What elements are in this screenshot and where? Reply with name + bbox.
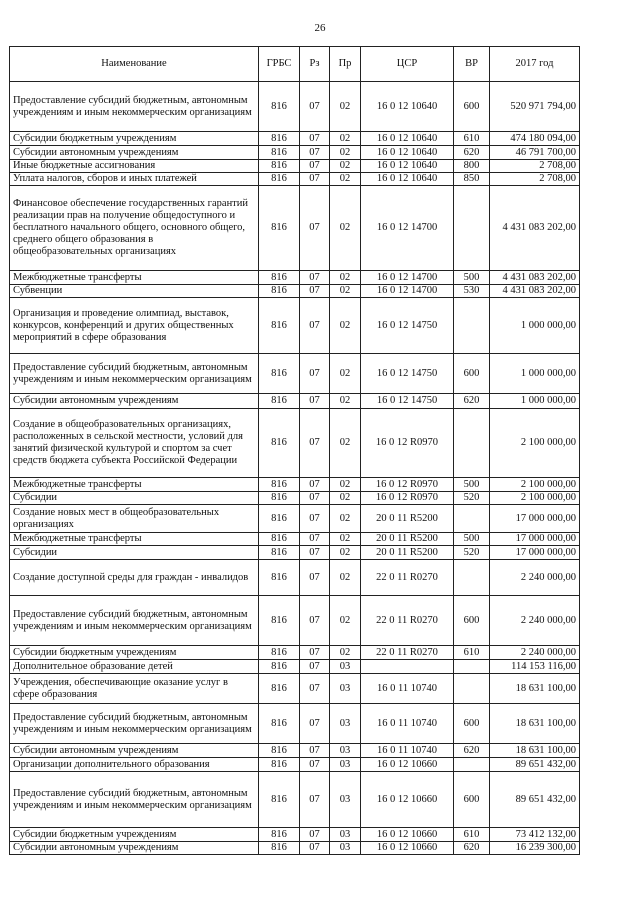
cell-csr: 20 0 11 R5200 [361,546,454,560]
cell-amount: 2 708,00 [490,173,580,186]
cell-name: Создание в общеобразовательных организациях, расположенных в сельской местности, условий для занятий физической культурой и спортом за счет средств бюджета субъекта Российской Федерации [10,409,259,478]
cell-name: Субсидии автономным учреждениям [10,842,259,855]
header-vr: ВР [454,47,490,82]
cell-csr: 16 0 11 10740 [361,704,454,744]
cell-rz: 07 [300,533,330,546]
cell-vr: 610 [454,132,490,146]
cell-name: Учреждения, обеспечивающие оказание услуг в сфере образования [10,674,259,704]
header-rz: Рз [300,47,330,82]
cell-name: Субсидии автономным учреждениям [10,146,259,160]
cell-name: Иные бюджетные ассигнования [10,160,259,173]
table-row [10,660,580,674]
table-row [10,394,580,409]
cell-vr: 600 [454,596,490,646]
cell-rz: 07 [300,546,330,560]
cell-rz: 07 [300,271,330,285]
cell-vr: 620 [454,394,490,409]
header-name: Наименование [10,47,259,82]
cell-grbs: 816 [259,173,300,186]
cell-csr: 20 0 11 R5200 [361,533,454,546]
cell-csr: 16 0 12 R0970 [361,492,454,505]
cell-rz: 07 [300,560,330,596]
cell-name: Создание новых мест в общеобразовательных организациях [10,505,259,533]
cell-vr: 610 [454,828,490,842]
cell-amount: 2 708,00 [490,160,580,173]
cell-pr: 03 [330,674,361,704]
cell-grbs: 816 [259,660,300,674]
header-csr: ЦСР [361,47,454,82]
table-row [10,758,580,772]
cell-amount: 4 431 083 202,00 [490,271,580,285]
table-row [10,160,580,173]
cell-name: Субвенции [10,285,259,298]
cell-grbs: 816 [259,505,300,533]
cell-amount: 89 651 432,00 [490,758,580,772]
cell-grbs: 816 [259,409,300,478]
table-row [10,828,580,842]
cell-grbs: 816 [259,478,300,492]
cell-name: Субсидии автономным учреждениям [10,744,259,758]
cell-grbs: 816 [259,492,300,505]
table-row [10,285,580,298]
cell-amount: 2 240 000,00 [490,596,580,646]
cell-grbs: 816 [259,596,300,646]
cell-csr: 16 0 12 10640 [361,132,454,146]
cell-pr: 02 [330,146,361,160]
table-header-row [10,47,580,82]
cell-pr: 02 [330,505,361,533]
cell-amount: 4 431 083 202,00 [490,186,580,271]
cell-rz: 07 [300,132,330,146]
cell-csr: 16 0 12 10660 [361,758,454,772]
table-row [10,546,580,560]
cell-rz: 07 [300,505,330,533]
cell-name: Предоставление субсидий бюджетным, автономным учреждениям и иным некоммерческим организациям [10,704,259,744]
header-year: 2017 год [490,47,580,82]
cell-amount: 520 971 794,00 [490,82,580,132]
table-row [10,82,580,132]
cell-name: Предоставление субсидий бюджетным, автономным учреждениям и иным некоммерческим организациям [10,354,259,394]
cell-csr: 16 0 12 R0970 [361,409,454,478]
cell-grbs: 816 [259,298,300,354]
cell-name: Субсидии [10,546,259,560]
cell-amount: 18 631 100,00 [490,674,580,704]
cell-rz: 07 [300,674,330,704]
cell-name: Организация и проведение олимпиад, выставок, конкурсов, конференций и других общественных мероприятий в сфере образования [10,298,259,354]
cell-rz: 07 [300,492,330,505]
cell-rz: 07 [300,772,330,828]
cell-rz: 07 [300,660,330,674]
cell-vr [454,186,490,271]
cell-pr: 02 [330,492,361,505]
cell-csr: 22 0 11 R0270 [361,596,454,646]
cell-csr: 16 0 12 14750 [361,394,454,409]
cell-grbs: 816 [259,674,300,704]
cell-vr: 530 [454,285,490,298]
table-row [10,646,580,660]
cell-pr: 02 [330,298,361,354]
cell-name: Субсидии [10,492,259,505]
cell-grbs: 816 [259,842,300,855]
cell-grbs: 816 [259,646,300,660]
cell-grbs: 816 [259,546,300,560]
cell-pr: 03 [330,758,361,772]
cell-csr: 16 0 12 14700 [361,271,454,285]
cell-rz: 07 [300,186,330,271]
cell-name: Финансовое обеспечение государственных гарантий реализации прав на получение общедоступного и бесплатного начального общего, основного общего, среднего общего образования в общеобразовательных организациях [10,186,259,271]
cell-amount: 46 791 700,00 [490,146,580,160]
cell-rz: 07 [300,394,330,409]
cell-amount: 17 000 000,00 [490,546,580,560]
cell-pr: 03 [330,660,361,674]
cell-amount: 114 153 116,00 [490,660,580,674]
cell-name: Межбюджетные трансферты [10,478,259,492]
table-row [10,271,580,285]
cell-name: Субсидии бюджетным учреждениям [10,828,259,842]
cell-rz: 07 [300,173,330,186]
cell-rz: 07 [300,596,330,646]
cell-pr: 03 [330,744,361,758]
cell-vr: 600 [454,772,490,828]
cell-csr: 16 0 12 10660 [361,772,454,828]
cell-rz: 07 [300,704,330,744]
table-row [10,596,580,646]
cell-pr: 02 [330,478,361,492]
cell-pr: 02 [330,560,361,596]
cell-amount: 4 431 083 202,00 [490,285,580,298]
cell-name: Предоставление субсидий бюджетным, автономным учреждениям и иным некоммерческим организациям [10,772,259,828]
table-row [10,186,580,271]
table-row [10,354,580,394]
table-row [10,132,580,146]
cell-rz: 07 [300,828,330,842]
cell-amount: 17 000 000,00 [490,533,580,546]
cell-grbs: 816 [259,394,300,409]
cell-name: Организации дополнительного образования [10,758,259,772]
cell-pr: 02 [330,596,361,646]
cell-rz: 07 [300,285,330,298]
cell-pr: 02 [330,82,361,132]
cell-csr: 16 0 12 10640 [361,146,454,160]
table-row [10,146,580,160]
cell-amount: 1 000 000,00 [490,394,580,409]
cell-amount: 2 240 000,00 [490,646,580,660]
cell-csr: 16 0 12 14750 [361,298,454,354]
cell-rz: 07 [300,82,330,132]
header-pr: Пр [330,47,361,82]
cell-amount: 73 412 132,00 [490,828,580,842]
cell-grbs: 816 [259,533,300,546]
cell-csr: 22 0 11 R0270 [361,560,454,596]
cell-csr: 22 0 11 R0270 [361,646,454,660]
table-row [10,505,580,533]
cell-pr: 03 [330,772,361,828]
cell-vr [454,409,490,478]
cell-pr: 02 [330,546,361,560]
cell-pr: 03 [330,828,361,842]
cell-vr: 610 [454,646,490,660]
cell-pr: 02 [330,160,361,173]
table-row [10,560,580,596]
cell-amount: 17 000 000,00 [490,505,580,533]
cell-amount: 18 631 100,00 [490,704,580,744]
page-number: 26 [314,22,326,34]
cell-vr: 620 [454,744,490,758]
cell-vr: 620 [454,842,490,855]
cell-pr: 03 [330,704,361,744]
cell-vr: 620 [454,146,490,160]
cell-csr: 16 0 12 10640 [361,82,454,132]
cell-name: Межбюджетные трансферты [10,533,259,546]
cell-grbs: 816 [259,271,300,285]
table-body [10,82,580,855]
cell-grbs: 816 [259,828,300,842]
cell-csr: 16 0 12 10640 [361,173,454,186]
table-row [10,492,580,505]
cell-rz: 07 [300,409,330,478]
cell-vr: 850 [454,173,490,186]
cell-pr: 02 [330,394,361,409]
budget-table [9,46,580,855]
cell-csr: 16 0 12 10640 [361,160,454,173]
cell-pr: 02 [330,409,361,478]
cell-grbs: 816 [259,744,300,758]
cell-amount: 16 239 300,00 [490,842,580,855]
cell-rz: 07 [300,160,330,173]
cell-vr [454,674,490,704]
cell-csr [361,660,454,674]
cell-name: Субсидии бюджетным учреждениям [10,646,259,660]
cell-vr: 600 [454,354,490,394]
cell-vr: 500 [454,533,490,546]
cell-vr: 520 [454,546,490,560]
cell-csr: 16 0 12 R0970 [361,478,454,492]
cell-amount: 89 651 432,00 [490,772,580,828]
cell-rz: 07 [300,758,330,772]
cell-rz: 07 [300,744,330,758]
header-grbs: ГРБС [259,47,300,82]
table-row [10,842,580,855]
cell-pr: 02 [330,354,361,394]
cell-grbs: 816 [259,160,300,173]
cell-name: Субсидии бюджетным учреждениям [10,132,259,146]
cell-amount: 2 100 000,00 [490,409,580,478]
cell-amount: 2 100 000,00 [490,492,580,505]
cell-name: Предоставление субсидий бюджетным, автономным учреждениям и иным некоммерческим организациям [10,82,259,132]
table-row [10,704,580,744]
table-row [10,533,580,546]
cell-vr [454,298,490,354]
cell-rz: 07 [300,646,330,660]
cell-pr: 02 [330,285,361,298]
cell-vr [454,560,490,596]
cell-grbs: 816 [259,146,300,160]
cell-pr: 03 [330,842,361,855]
cell-vr [454,505,490,533]
cell-grbs: 816 [259,82,300,132]
cell-vr: 500 [454,271,490,285]
cell-amount: 2 100 000,00 [490,478,580,492]
cell-csr: 16 0 11 10740 [361,744,454,758]
table-row [10,478,580,492]
cell-name: Создание доступной среды для граждан - инвалидов [10,560,259,596]
cell-grbs: 816 [259,186,300,271]
cell-amount: 474 180 094,00 [490,132,580,146]
cell-pr: 02 [330,271,361,285]
cell-amount: 1 000 000,00 [490,354,580,394]
cell-csr: 20 0 11 R5200 [361,505,454,533]
cell-name: Субсидии автономным учреждениям [10,394,259,409]
cell-rz: 07 [300,298,330,354]
cell-vr: 600 [454,82,490,132]
cell-grbs: 816 [259,354,300,394]
table-row [10,409,580,478]
cell-vr: 500 [454,478,490,492]
cell-csr: 16 0 12 10660 [361,842,454,855]
table-row [10,744,580,758]
cell-name: Межбюджетные трансферты [10,271,259,285]
cell-grbs: 816 [259,285,300,298]
cell-vr: 800 [454,160,490,173]
cell-grbs: 816 [259,704,300,744]
cell-rz: 07 [300,478,330,492]
cell-csr: 16 0 12 14700 [361,186,454,271]
cell-amount: 1 000 000,00 [490,298,580,354]
cell-csr: 16 0 12 10660 [361,828,454,842]
cell-vr: 520 [454,492,490,505]
table-row [10,298,580,354]
cell-grbs: 816 [259,772,300,828]
cell-grbs: 816 [259,560,300,596]
cell-rz: 07 [300,146,330,160]
cell-name: Уплата налогов, сборов и иных платежей [10,173,259,186]
cell-pr: 02 [330,173,361,186]
cell-grbs: 816 [259,758,300,772]
cell-pr: 02 [330,533,361,546]
table-row [10,772,580,828]
cell-csr: 16 0 11 10740 [361,674,454,704]
cell-pr: 02 [330,186,361,271]
cell-rz: 07 [300,354,330,394]
cell-vr: 600 [454,704,490,744]
cell-amount: 2 240 000,00 [490,560,580,596]
cell-csr: 16 0 12 14750 [361,354,454,394]
table-row [10,173,580,186]
cell-pr: 02 [330,132,361,146]
cell-amount: 18 631 100,00 [490,744,580,758]
cell-vr [454,660,490,674]
cell-rz: 07 [300,842,330,855]
table-row [10,674,580,704]
cell-name: Дополнительное образование детей [10,660,259,674]
cell-grbs: 816 [259,132,300,146]
cell-pr: 02 [330,646,361,660]
cell-vr [454,758,490,772]
cell-name: Предоставление субсидий бюджетным, автономным учреждениям и иным некоммерческим организациям [10,596,259,646]
cell-csr: 16 0 12 14700 [361,285,454,298]
